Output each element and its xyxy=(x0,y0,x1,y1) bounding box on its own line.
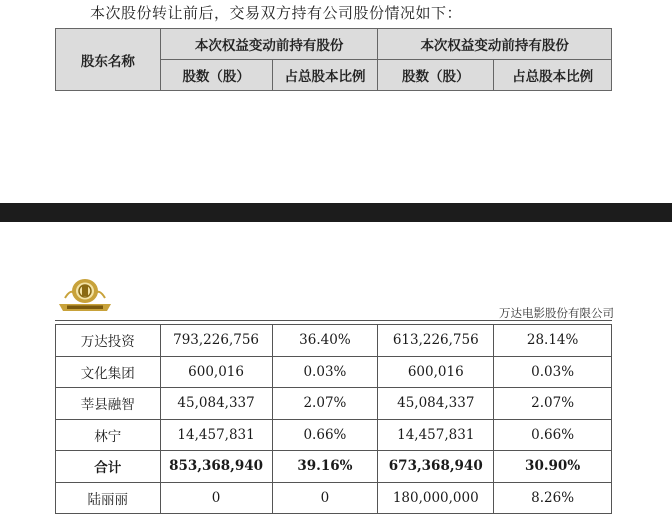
shares-before-cell: 14,457,831 xyxy=(160,419,272,451)
shares-after-cell: 673,368,940 xyxy=(378,451,494,483)
shareholder-name-cell: 万达投资 xyxy=(56,325,161,357)
header-ratio-after: 占总股本比例 xyxy=(494,60,612,91)
ratio-after-cell: 0.03% xyxy=(494,356,612,388)
header-shareholder-name: 股东名称 xyxy=(56,29,161,91)
ratio-before-cell: 0.66% xyxy=(272,419,378,451)
table-row xyxy=(56,356,612,388)
header-shares-before: 股数（股） xyxy=(160,60,272,91)
ratio-before-cell: 0.03% xyxy=(272,356,378,388)
header-shares-after: 股数（股） xyxy=(378,60,494,91)
shareholder-name-cell: 陆丽丽 xyxy=(56,482,161,514)
ratio-before-cell: 2.07% xyxy=(272,388,378,420)
shares-after-cell: 14,457,831 xyxy=(378,419,494,451)
table-row xyxy=(56,419,612,451)
shares-before-cell: 600,016 xyxy=(160,356,272,388)
total-row xyxy=(56,451,612,483)
header-group-before: 本次权益变动前持有股份 xyxy=(160,29,378,60)
shares-before-cell: 45,084,337 xyxy=(160,388,272,420)
table-row xyxy=(56,325,612,357)
shareholder-name-cell: 莘县融智 xyxy=(56,388,161,420)
ratio-after-cell: 30.90% xyxy=(494,451,612,483)
header-rule xyxy=(55,320,612,321)
ratio-after-cell: 2.07% xyxy=(494,388,612,420)
shares-after-cell: 45,084,337 xyxy=(378,388,494,420)
ratio-before-cell: 39.16% xyxy=(272,451,378,483)
ratio-after-cell: 28.14% xyxy=(494,325,612,357)
shares-before-cell: 0 xyxy=(160,482,272,514)
page-separator-band xyxy=(0,203,672,222)
shares-after-cell: 600,016 xyxy=(378,356,494,388)
shareholder-name-cell: 合计 xyxy=(56,451,161,483)
header-group-after: 本次权益变动前持有股份 xyxy=(378,29,612,60)
shares-before-cell: 793,226,756 xyxy=(160,325,272,357)
ratio-after-cell: 8.26% xyxy=(494,482,612,514)
intro-text: 本次股份转让前后，交易双方持有公司股份情况如下： xyxy=(90,4,463,22)
shares-after-cell: 180,000,000 xyxy=(378,482,494,514)
wanda-logo-icon xyxy=(55,276,115,314)
header-ratio-before: 占总股本比例 xyxy=(272,60,378,91)
company-name: 万达电影股份有限公司 xyxy=(499,306,614,320)
ratio-before-cell: 0 xyxy=(272,482,378,514)
shares-after-cell: 613,226,756 xyxy=(378,325,494,357)
shareholding-table xyxy=(55,324,612,514)
ratio-after-cell: 0.66% xyxy=(494,419,612,451)
shares-before-cell: 853,368,940 xyxy=(160,451,272,483)
table-row xyxy=(56,388,612,420)
shareholder-name-cell: 林宁 xyxy=(56,419,161,451)
table-row xyxy=(56,482,612,514)
shareholding-header-table xyxy=(55,28,612,91)
ratio-before-cell: 36.40% xyxy=(272,325,378,357)
shareholder-name-cell: 文化集团 xyxy=(56,356,161,388)
